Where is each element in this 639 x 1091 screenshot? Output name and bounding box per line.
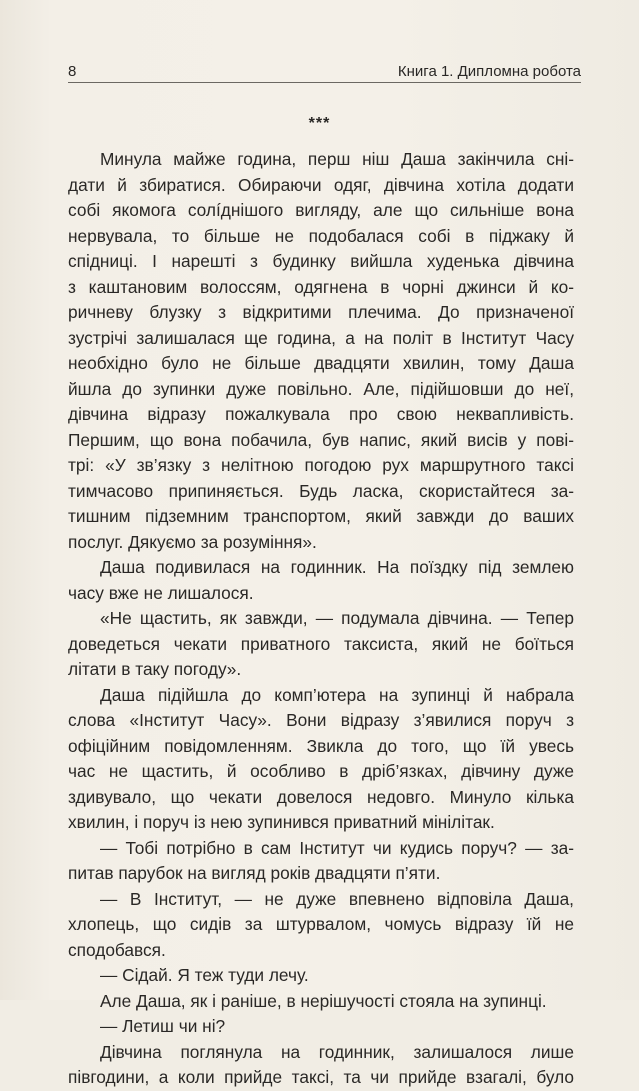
text-line: хлопець, що сидів за штурвалом, чомусь відразу їй не [68,914,574,934]
text-line: — Тобі потрібно в сам Інститут чи кудись поруч? — за- [100,837,574,858]
text-line: дати й збиратися. Обираючи одяг, дівчина хотіла додати [68,174,574,195]
text-line: — Летиш чи ні? [100,1016,226,1036]
text-line: ричневу блузку з відкритими плечима. До призначеної [68,302,574,322]
text-line: здивувало, що чекати довелося недовго. Минуло кілька [68,786,574,807]
body-text [68,147,574,1091]
text-line: тимчасово припиняється. Будь ласка, скористайтеся за- [68,480,574,501]
text-line: час не щастить, й особливо в дріб’язках, дівчину дуже [68,761,574,781]
running-header [68,54,581,80]
text-line: з каштановим волоссям, одягнена в чорні джинси й ко- [68,276,574,297]
text-line: нервувала, то більше не подобалася собі в піджаку й [68,225,574,246]
text-line: — Сідай. Я теж туди лечу. [100,965,309,985]
text-line: Але Даша, як і раніше, в нерішучості стояла на зупинці. [100,990,547,1011]
text-line: хвилин, і поруч із нею зупинився приватний мінілітак. [68,812,495,832]
text-line: Минула майже година, перш ніш Даша закінчила сні- [100,149,574,169]
page-number: 8 [68,63,77,80]
text-line: «Не щастить, як завжди, — подумала дівчина. — Тепер [100,608,574,628]
text-line: трі: «У зв’язку з нелітною погодою рух маршрутного таксі [68,455,574,475]
text-line: питав парубок на вигляд років двадцяти п’яти. [68,863,441,883]
running-title: Книга 1. Дипломна робота [397,63,581,80]
section-separator: *** [308,115,331,132]
text-line: півгодини, а коли прийде таксі, та чи прийде взагалі, було [68,1067,574,1087]
text-line: послуг. Дякуємо за розуміння». [68,531,317,552]
header-divider [68,82,581,83]
text-line: офіційним повідомленням. Звикла до того, що їй увесь [68,735,574,756]
text-line: сподобався. [68,939,166,960]
text-line: слова «Інститут Часу». Вони відразу з’явилися поруч з [68,710,574,730]
text-line: — В Інститут, — не дуже впевнено відповіла Даша, [100,888,574,909]
text-line: Першим, що вона побачила, був напис, який висів у пові- [68,429,574,450]
text-line: Дівчина поглянула на годинник, залишалося лише [100,1041,574,1062]
text-line: літати в таку погоду». [68,659,242,679]
text-line: Даша підійшла до комп’ютера на зупинці й набрала [100,684,574,705]
text-line: Даша подивилася на годинник. На поїздку під землею [100,557,574,577]
text-line: спідниці. І нарешті з будинку вийшла худенька дівчина [68,251,574,271]
text-line: дівчина відразу пожалкувала про свою неквапливість. [68,404,574,424]
text-line: часу вже не лишалося. [68,582,254,603]
text-line: необхідно було не більше двадцяти хвилин, тому Даша [68,353,574,373]
text-line: доведеться чекати приватного таксиста, який не боїться [68,633,574,654]
text-line: собі якомога солíднішого вигляду, але що сильніше вона [68,200,574,220]
text-line: йшла до зупинки дуже повільно. Але, підійшовши до неї, [68,378,574,399]
text-line: тишним підземним транспортом, який завжди до ваших [68,506,574,526]
text-line: зустрічі залишалася ще година, а на політ в Інститут Часу [68,327,574,348]
